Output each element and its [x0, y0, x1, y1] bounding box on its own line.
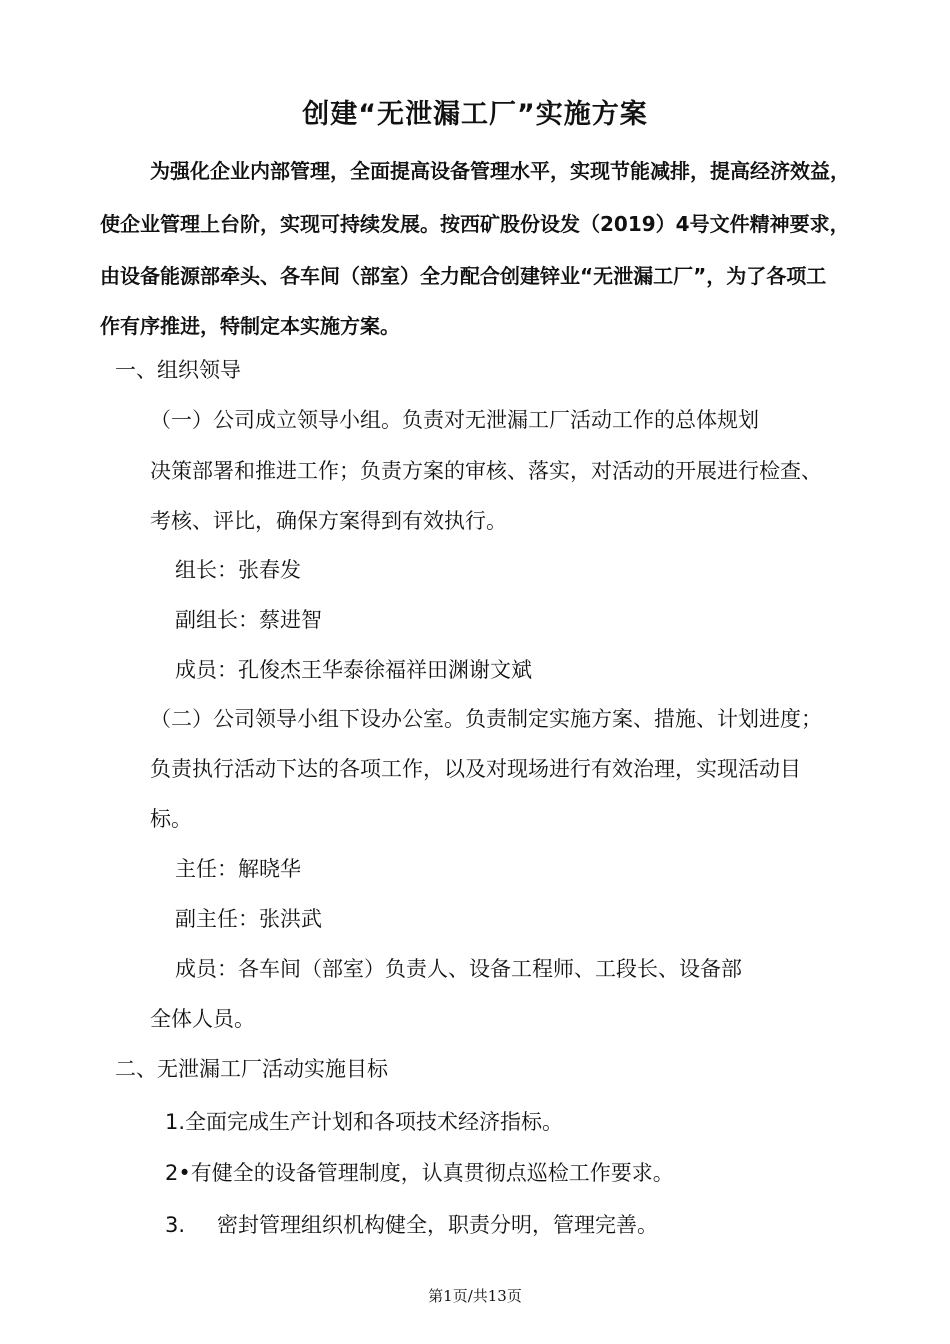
intro-line: 为强化企业内部管理，全面提高设备管理水平，实现节能减排，提高经济效益， [150, 159, 850, 183]
director-line: 主任：解晓华 [175, 857, 301, 881]
paragraph-line: 标。 [150, 807, 192, 831]
page-footer: 第1页/共13页 [428, 1287, 522, 1305]
document-title: 创建“无泄漏工厂”实施方案 [302, 99, 648, 130]
goal-item [165, 1209, 658, 1239]
goal-text: 密封管理组织机构健全，职责分明，管理完善。 [217, 1213, 658, 1237]
section-heading: 二、无泄漏工厂活动实施目标 [115, 1057, 388, 1081]
goal-number: 2• [165, 1161, 191, 1185]
intro-line: 由设备能源部牵头、各车间（部室）全力配合创建锌业“无泄漏工厂”，为了各项工 [100, 264, 827, 288]
goal-text: 全面完成生产计划和各项技术经济指标。 [185, 1110, 564, 1134]
intro-line: 作有序推进，特制定本实施方案。 [100, 314, 400, 338]
paragraph-line: 考核、评比，确保方案得到有效执行。 [150, 509, 507, 533]
goal-number: 3. [165, 1213, 186, 1237]
paragraph-line: （一）公司成立领导小组。负责对无泄漏工厂活动工作的总体规划 [150, 408, 759, 432]
members-line: 成员：孔俊杰王华泰徐福祥田渊谢文斌 [175, 658, 532, 682]
goal-item [165, 1157, 674, 1187]
goal-text: 有健全的设备管理制度，认真贯彻点巡检工作要求。 [190, 1161, 674, 1185]
office-members-line: 全体人员。 [150, 1007, 255, 1031]
intro-line: 使企业管理上台阶，实现可持续发展。按西矿股份设发（2019）4号文件精神要求， [100, 212, 850, 236]
goal-number: 1. [165, 1110, 186, 1134]
vice-director-line: 副主任：张洪武 [175, 907, 322, 931]
paragraph-line: （二）公司领导小组下设办公室。负责制定实施方案、措施、计划进度； [150, 707, 822, 731]
deputy-leader-line: 副组长：蔡进智 [175, 608, 322, 632]
paragraph-line: 决策部署和推进工作；负责方案的审核、落实，对活动的开展进行检查、 [150, 459, 822, 483]
office-members-line: 成员：各车间（部室）负责人、设备工程师、工段长、设备部 [175, 957, 742, 981]
paragraph-line: 负责执行活动下达的各项工作，以及对现场进行有效治理，实现活动目 [150, 757, 801, 781]
leader-line: 组长：张春发 [175, 558, 301, 582]
goal-item [165, 1106, 563, 1136]
section-heading: 一、组织领导 [115, 358, 241, 382]
